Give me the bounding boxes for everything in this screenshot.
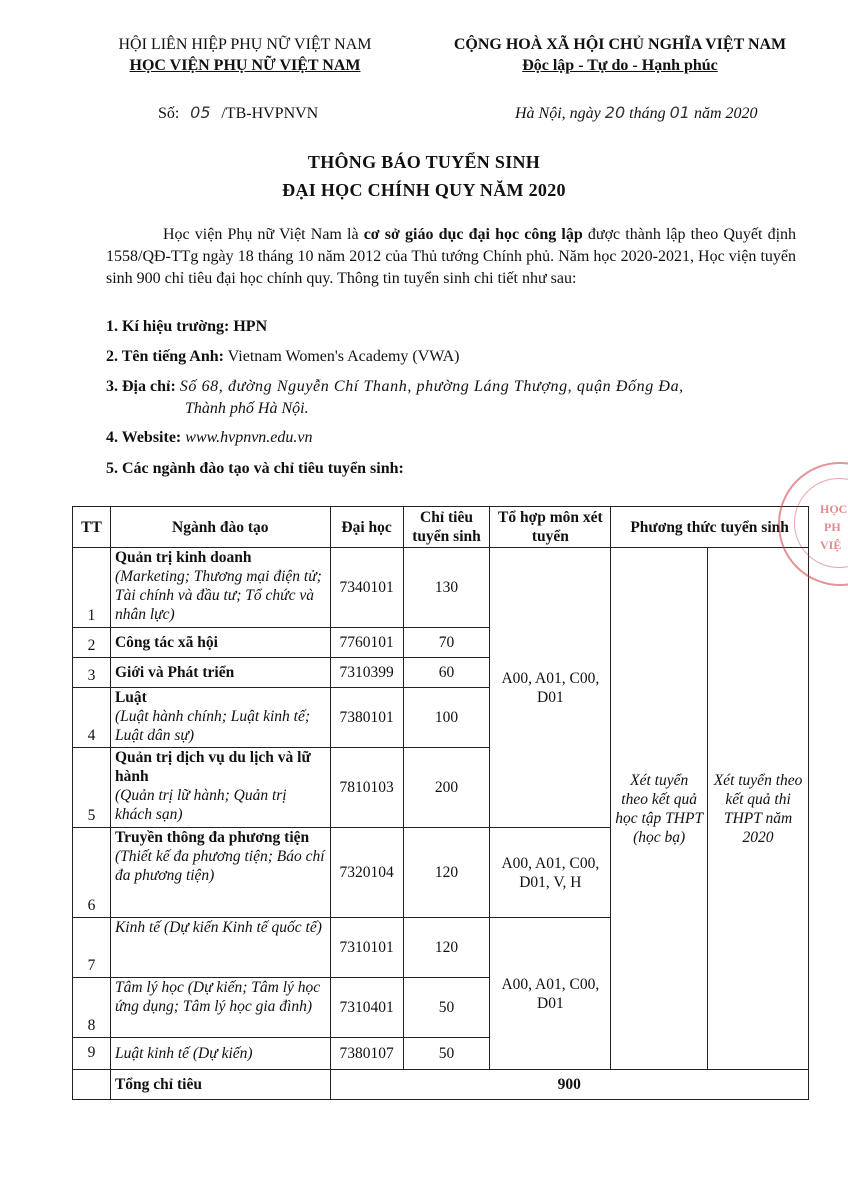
combination-group-c: A00, A01, C00, D01 [490,918,611,1070]
item-address-line2: Thành phố Hà Nội. [185,400,309,417]
national-title: CỘNG HOÀ XÃ HỘI CHỦ NGHĨA VIỆT NAM [453,36,787,53]
table-row: 7 Kinh tế (Dự kiến Kinh tế quốc tế) 7310101 120 A00, A01, C00, D01 [73,918,809,978]
combination-group-a: A00, A01, C00, D01 [490,548,611,828]
table-total-row [73,1070,809,1100]
combination-group-b: A00, A01, C00, D01, V, H [490,828,611,918]
date-day: 20 [604,103,626,122]
table-row: 2 Công tác xã hội 7760101 70 [73,628,809,658]
header-tt: TT [73,507,111,548]
total-label: Tổng chỉ tiêu [110,1070,330,1100]
total-value: 900 [330,1070,808,1100]
programs-table [72,506,809,1100]
item-english-name: 2. Tên tiếng Anh: Vietnam Women's Academy (VWA) [106,348,460,365]
intro-paragraph: Học viện Phụ nữ Việt Nam là cơ sở giáo dục đại học công lập được thành lập theo Quyết định 1558/QĐ-TTg ngày 18 tháng 10 năm 2012 của Thủ tướng Chính phủ. Năm học 2020-2021, Học viện tuyển sinh 900 chỉ tiêu đại học chính quy. Thông tin tuyển sinh chi tiết như sau: [106,226,797,287]
national-motto: Độc lập - Tự do - Hạnh phúc [522,57,718,74]
table-header-row [73,507,809,548]
table-row: 5 Quản trị dịch vụ du lịch và lữ hành (Quản trị lữ hành; Quản trị khách sạn) 7810103 200 [73,748,809,828]
table-row: 4 Luật (Luật hành chính; Luật kinh tế; Luật dân sự) 7380101 100 [73,688,809,748]
header-quota: Chỉ tiêu tuyển sinh [403,507,490,548]
document-number: Số: 05 /TB-HVPNVN [158,103,319,122]
item-website: 4. Website: www.hvpnvn.edu.vn [106,429,313,446]
document-date: Hà Nội, ngày 20 tháng 01 năm 2020 [515,103,758,122]
table-row: 8 Tâm lý học (Dự kiến; Tâm lý học ứng dụng; Tâm lý học gia đình) 7310401 50 [73,978,809,1038]
header-code: Đại học [330,507,403,548]
document-number-handwritten: 05 [190,103,211,122]
item-programs-heading: 5. Các ngành đào tạo và chỉ tiêu tuyển sinh: [106,460,404,477]
item-address: 3. Địa chỉ: Số 68, đường Nguyễn Chí Thanh, phường Láng Thượng, quận Đống Đa, [106,378,684,395]
national-header [410,34,830,76]
method-exam: Xét tuyển theo kết quả thi THPT năm 2020 [708,548,809,1070]
header-program: Ngành đào tạo [110,507,330,548]
document-title: THÔNG BÁO TUYỂN SINH ĐẠI HỌC CHÍNH QUY NĂM 2020 [282,152,566,200]
table-row: 6 Truyền thông đa phương tiện (Thiết kế đa phương tiện; Báo chí đa phương tiện) 7320104 120 A00, A01, C00, D01, V, H [73,828,809,918]
table-row: 9 Luật kinh tế (Dự kiến) 7380107 50 [73,1038,809,1070]
header-method: Phương thức tuyển sinh [611,507,809,548]
table-row: 3 Giới và Phát triển 7310399 60 [73,658,809,688]
method-transcript: Xét tuyển theo kết quả học tập THPT (học bạ) [611,548,708,1070]
issuer-header [80,34,410,76]
table-row: 1 Quản trị kinh doanh (Marketing; Thương mại điện tử; Tài chính và đầu tư; Tổ chức và nhân lực) 7340101 130 A00, A01, C00, D01 Xét tuyển theo kết quả học tập THPT (học bạ) Xét tuyển theo kết quả thi THPT năm 2020 [73,548,809,628]
official-seal: HỌC PH VIỆ [778,462,848,586]
issuer-org: HỌC VIỆN PHỤ NỮ VIỆT NAM [129,57,361,74]
item-school-code: 1. Kí hiệu trường: HPN [106,318,268,335]
issuer-parent-org: HỘI LIÊN HIỆP PHỤ NỮ VIỆT NAM [118,36,372,53]
header-combination: Tổ hợp môn xét tuyển [490,507,611,548]
date-month: 01 [669,103,690,122]
